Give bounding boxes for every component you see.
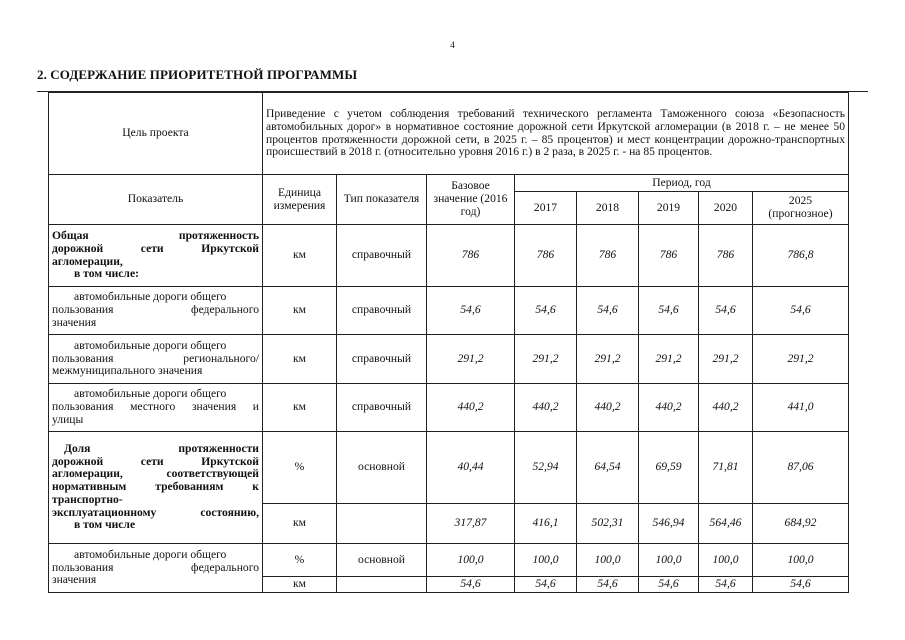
type-cell: справочный: [337, 335, 427, 384]
unit-cell: км: [263, 287, 337, 335]
table-row: [49, 335, 849, 384]
unit-cell: %: [263, 432, 337, 504]
unit-cell: км: [263, 504, 337, 544]
year-value: 786: [639, 225, 699, 287]
header-unit: Единица измерения: [263, 175, 337, 225]
year-value: 440,2: [699, 384, 753, 432]
year-value: 440,2: [577, 384, 639, 432]
indicator-line: автомобильные дороги общего: [74, 290, 227, 304]
year-value: 54,6: [577, 287, 639, 335]
year-value: 87,06: [753, 432, 849, 504]
indicator-cell: [49, 225, 263, 287]
unit-cell: км: [263, 384, 337, 432]
type-cell: [337, 504, 427, 544]
indicator-cell: [49, 335, 263, 384]
table-row: [49, 432, 849, 504]
year-value: 54,6: [753, 577, 849, 593]
indicator-line: Общая протяженность: [52, 228, 259, 242]
year-value: 786: [515, 225, 577, 287]
unit-cell: км: [263, 225, 337, 287]
year-value: 100,0: [515, 544, 577, 577]
header-year: 2019: [639, 192, 699, 225]
indicator-line: агломерации,: [52, 254, 123, 268]
indicator-line: в том числе:: [74, 267, 139, 281]
year-value: 100,0: [699, 544, 753, 577]
unit-cell: км: [263, 335, 337, 384]
indicator-cell: [49, 287, 263, 335]
header-year: 2025 (прогнозное): [753, 192, 849, 225]
year-value: 546,94: [639, 504, 699, 544]
year-value: 564,46: [699, 504, 753, 544]
year-value: 291,2: [753, 335, 849, 384]
base-value: 440,2: [427, 384, 515, 432]
indicator-line: агломерации, соответствующей: [52, 467, 259, 481]
indicator-line: дорожной сети Иркутской: [52, 454, 259, 468]
year-value: 54,6: [699, 577, 753, 593]
base-value: 100,0: [427, 544, 515, 577]
indicator-line: Доля протяженности: [64, 441, 259, 455]
year-value: 52,94: [515, 432, 577, 504]
year-value: 54,6: [753, 287, 849, 335]
year-value: 71,81: [699, 432, 753, 504]
section-title: 2. СОДЕРЖАНИЕ ПРИОРИТЕТНОЙ ПРОГРАММЫ: [37, 67, 358, 82]
indicator-line: дорожной сети Иркутской: [52, 241, 259, 255]
header-year: 2018: [577, 192, 639, 225]
year-value: 54,6: [639, 287, 699, 335]
header-indicator: Показатель: [49, 175, 263, 225]
type-cell: справочный: [337, 384, 427, 432]
indicator-line: значения: [52, 573, 97, 587]
year-value: 69,59: [639, 432, 699, 504]
year-value: 291,2: [699, 335, 753, 384]
header-year: 2017: [515, 192, 577, 225]
type-cell: основной: [337, 544, 427, 577]
indicator-line: в том числе: [74, 518, 136, 532]
year-value: 291,2: [515, 335, 577, 384]
year-value: 786: [699, 225, 753, 287]
type-cell: основной: [337, 432, 427, 504]
type-cell: справочный: [337, 287, 427, 335]
header-base: Базовое значение (2016 год): [427, 175, 515, 225]
base-value: 786: [427, 225, 515, 287]
year-value: 684,92: [753, 504, 849, 544]
year-value: 100,0: [639, 544, 699, 577]
header-type: Тип показателя: [337, 175, 427, 225]
type-cell: [337, 577, 427, 593]
year-value: 416,1: [515, 504, 577, 544]
year-value: 64,54: [577, 432, 639, 504]
table-row: [49, 225, 849, 287]
goal-label: Цель проекта: [49, 93, 263, 175]
table-row: [49, 287, 849, 335]
table-row: [49, 384, 849, 432]
year-value: 786: [577, 225, 639, 287]
base-value: 291,2: [427, 335, 515, 384]
type-cell: справочный: [337, 225, 427, 287]
table-row: [49, 544, 849, 577]
header-row: [49, 175, 849, 192]
indicator-line: пользования регионального/: [52, 351, 259, 365]
page-number: 4: [450, 40, 455, 50]
indicator-line: автомобильные дороги общего: [74, 547, 227, 561]
unit-cell: %: [263, 544, 337, 577]
base-value: 317,87: [427, 504, 515, 544]
year-value: 440,2: [515, 384, 577, 432]
year-value: 786,8: [753, 225, 849, 287]
header-period: Период, год: [515, 175, 849, 192]
indicator-line: транспортно-: [52, 492, 123, 506]
year-value: 100,0: [753, 544, 849, 577]
indicator-line: автомобильные дороги общего: [74, 387, 227, 401]
indicator-line: значения: [52, 315, 97, 329]
indicator-cell: [49, 544, 263, 593]
year-value: 291,2: [639, 335, 699, 384]
indicator-line: эксплуатационному состоянию,: [52, 505, 259, 519]
year-value: 291,2: [577, 335, 639, 384]
indicator-line: улицы: [52, 412, 84, 426]
year-value: 54,6: [577, 577, 639, 593]
indicator-line: автомобильные дороги общего: [74, 338, 227, 352]
year-value: 54,6: [639, 577, 699, 593]
goal-row: [49, 93, 849, 175]
program-table: [48, 92, 849, 593]
year-value: 54,6: [515, 287, 577, 335]
goal-text: Приведение с учетом соблюдения требований технического регламента Таможенного союза «Безопасность автомобильных дорог» в нормативное состояние дорожной сети Иркутской агломерации (в 2018 г. – не менее 50 процентов протяженности дорожной сети, в 2025 г. – 85 процентов) и мест концентрации дорожно-транспортных происшествий в 2018 г. (относительно уровня 2016 г.) в 2 раза, в 2025 г. - на 85 процентов.: [263, 93, 849, 175]
indicator-line: пользования местного значения и: [52, 400, 259, 414]
indicator-line: пользования федерального: [52, 303, 259, 317]
unit-cell: км: [263, 577, 337, 593]
indicator-line: нормативным требованиям к: [52, 480, 259, 494]
indicator-line: межмуниципального значения: [52, 364, 203, 378]
indicator-cell: [49, 384, 263, 432]
base-value: 54,6: [427, 287, 515, 335]
year-value: 54,6: [515, 577, 577, 593]
year-value: 502,31: [577, 504, 639, 544]
indicator-cell: [49, 432, 263, 544]
indicator-line: пользования федерального: [52, 560, 259, 574]
year-value: 440,2: [639, 384, 699, 432]
year-value: 54,6: [699, 287, 753, 335]
header-year: 2020: [699, 192, 753, 225]
base-value: 54,6: [427, 577, 515, 593]
base-value: 40,44: [427, 432, 515, 504]
year-value: 441,0: [753, 384, 849, 432]
year-value: 100,0: [577, 544, 639, 577]
